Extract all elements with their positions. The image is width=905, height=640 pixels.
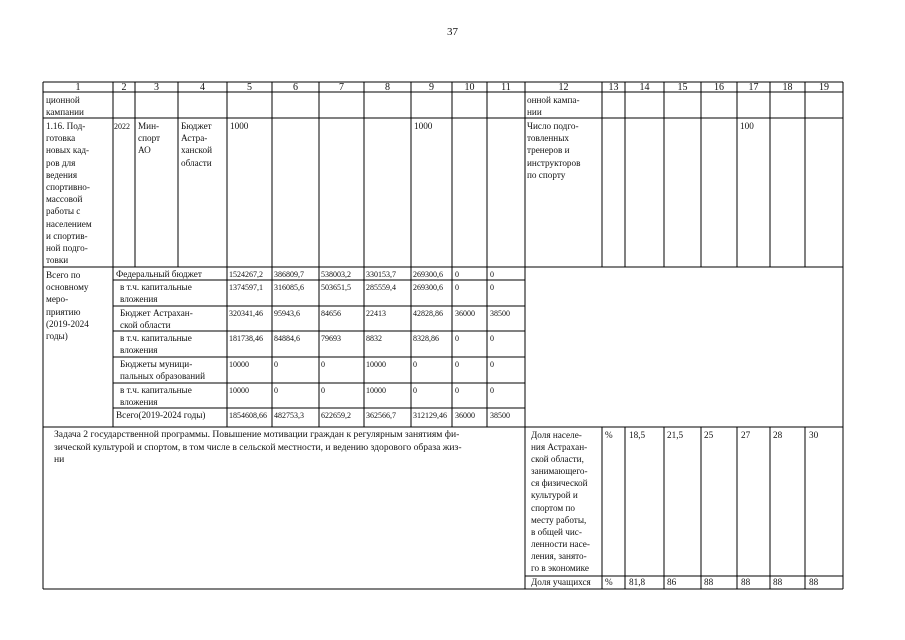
budget-cell: 22413 (366, 309, 386, 318)
col-header-3: 3 (154, 82, 159, 93)
indicator-2-value: 88 (809, 577, 819, 587)
indicator-2-value: 88 (741, 577, 751, 587)
indicator-1-value: 30 (809, 430, 819, 440)
budget-cell: 79693 (321, 334, 341, 343)
budget-cell: 0 (455, 386, 459, 395)
indicator-1-value: 28 (773, 430, 783, 440)
col-header-16: 16 (714, 82, 724, 93)
prev-row-indicator: онной кампа- нии (527, 95, 580, 118)
budget-cell: 0 (490, 283, 494, 292)
col-header-18: 18 (782, 82, 793, 93)
budget-cell: 0 (455, 270, 459, 279)
budget-cell: 622659,2 (321, 411, 351, 420)
page-number: 37 (447, 26, 458, 38)
indicator-2-value: 86 (667, 577, 677, 587)
budget-cell: 0 (455, 334, 459, 343)
col-header-4: 4 (200, 82, 205, 93)
indicator-2-name: Доля учащихся (531, 577, 591, 587)
budget-cell: 38500 (490, 309, 510, 318)
col-header-10: 10 (464, 82, 475, 93)
budget-cell: 482753,3 (274, 411, 304, 420)
indicator-1-value: 18,5 (629, 430, 646, 440)
task-2-title: Задача 2 государственной программы. Повышение мотивации граждан к регулярным занятиям фи- зической культурой и спортом, в том числе в сельской местности, и ведению здорового образа жиз- ни (54, 429, 462, 466)
indicator-1-value: 27 (741, 430, 751, 440)
budget-cell: 84884,6 (274, 334, 300, 343)
budget-cell: 0 (413, 386, 417, 395)
budget-cell: 38500 (490, 411, 510, 420)
budget-cell: 362566,7 (366, 411, 396, 420)
budget-row-name: Федеральный бюджет (116, 269, 202, 279)
row-116-year: 2022 (114, 122, 130, 131)
col-header-8: 8 (385, 82, 390, 93)
budget-cell: 0 (455, 283, 459, 292)
col-header-11: 11 (501, 82, 511, 93)
budget-cell: 10000 (366, 386, 386, 395)
budget-cell: 386809,7 (274, 270, 304, 279)
budget-cell: 285559,4 (366, 283, 396, 292)
prev-row-event-name: ционной кампании (46, 95, 84, 118)
row-116-source: Бюджет Астра- ханской области (181, 121, 213, 168)
budget-row-name: Всего(2019-2024 годы) (116, 410, 206, 420)
row-116-event-name: 1.16. Под- готовка новых кад- ров для ведения спортивно- массовой работы с населением и спортив- ной подго- товки (46, 121, 92, 266)
budget-cell: 330153,7 (366, 270, 396, 279)
col-header-6: 6 (293, 82, 298, 93)
budget-cell: 95943,6 (274, 309, 300, 318)
col-header-19: 19 (819, 82, 829, 93)
budget-cell: 42828,86 (413, 309, 443, 318)
total-label: Всего по основному меро- приятию (2019-2024 годы) (46, 270, 89, 342)
budget-cell: 503651,5 (321, 283, 351, 292)
budget-cell: 84656 (321, 309, 341, 318)
budget-cell: 0 (274, 386, 278, 395)
row-116-year-2022: 1000 (414, 121, 433, 131)
budget-cell: 181738,46 (229, 334, 263, 343)
budget-cell: 1374597,1 (229, 283, 263, 292)
indicator-2-value: 81,8 (629, 577, 646, 587)
col-header-5: 5 (247, 82, 252, 93)
col-header-12: 12 (558, 82, 569, 93)
budget-cell: 10000 (229, 360, 249, 369)
col-header-1: 1 (75, 82, 81, 93)
budget-row-name: Бюджет Астрахан- ской области (120, 308, 193, 331)
indicator-2-value: 88 (704, 577, 714, 587)
col-header-2: 2 (121, 82, 127, 93)
budget-cell: 1524267,2 (229, 270, 263, 279)
budget-cell: 0 (274, 360, 278, 369)
col-header-9: 9 (429, 82, 434, 93)
budget-cell: 0 (413, 360, 417, 369)
budget-cell: 312129,46 (413, 411, 447, 420)
indicator-1-unit: % (605, 430, 613, 440)
budget-cell: 316085,6 (274, 283, 304, 292)
col-header-13: 13 (608, 82, 619, 93)
row-116-executor: Мин- спорт АО (138, 121, 161, 156)
indicator-1-value: 21,5 (667, 430, 684, 440)
col-header-14: 14 (639, 82, 650, 93)
budget-cell: 8328,86 (413, 334, 439, 343)
budget-cell: 0 (490, 360, 494, 369)
budget-cell: 10000 (366, 360, 386, 369)
budget-row-name: в т.ч. капитальные вложения (120, 282, 192, 305)
indicator-2-value: 88 (773, 577, 783, 587)
indicator-2-unit: % (605, 577, 613, 587)
budget-cell: 0 (321, 386, 325, 395)
budget-cell: 0 (490, 334, 494, 343)
col-header-7: 7 (339, 82, 344, 93)
budget-cell: 269300,6 (413, 270, 443, 279)
budget-cell: 1854608,66 (229, 411, 267, 420)
indicator-1-name: Доля населе- ния Астрахан- ской области, занимающего- ся физической культурой и спортом по месту работы, в общей чис- ленности насе- ления, занято- го в экономике (531, 430, 590, 574)
budget-cell: 269300,6 (413, 283, 443, 292)
budget-cell: 36000 (455, 309, 475, 318)
budget-cell: 538003,2 (321, 270, 351, 279)
budget-cell: 36000 (455, 411, 475, 420)
budget-cell: 0 (490, 270, 494, 279)
col-header-17: 17 (748, 82, 759, 93)
budget-cell: 10000 (229, 386, 249, 395)
budget-cell: 0 (321, 360, 325, 369)
budget-row-name: в т.ч. капитальные вложения (120, 385, 192, 408)
budget-cell: 0 (490, 386, 494, 395)
budget-cell: 8832 (366, 334, 382, 343)
indicator-1-value: 25 (704, 430, 714, 440)
budget-cell: 320341,46 (229, 309, 263, 318)
col-header-15: 15 (677, 82, 688, 93)
row-116-target: 100 (740, 121, 754, 131)
budget-row-name: Бюджеты муници- пальных образований (120, 359, 205, 382)
budget-cell: 0 (455, 360, 459, 369)
row-116-indicator: Число подго- товленных тренеров и инструкторов по спорту (527, 121, 581, 180)
budget-row-name: в т.ч. капитальные вложения (120, 333, 192, 356)
row-116-total: 1000 (230, 121, 249, 131)
